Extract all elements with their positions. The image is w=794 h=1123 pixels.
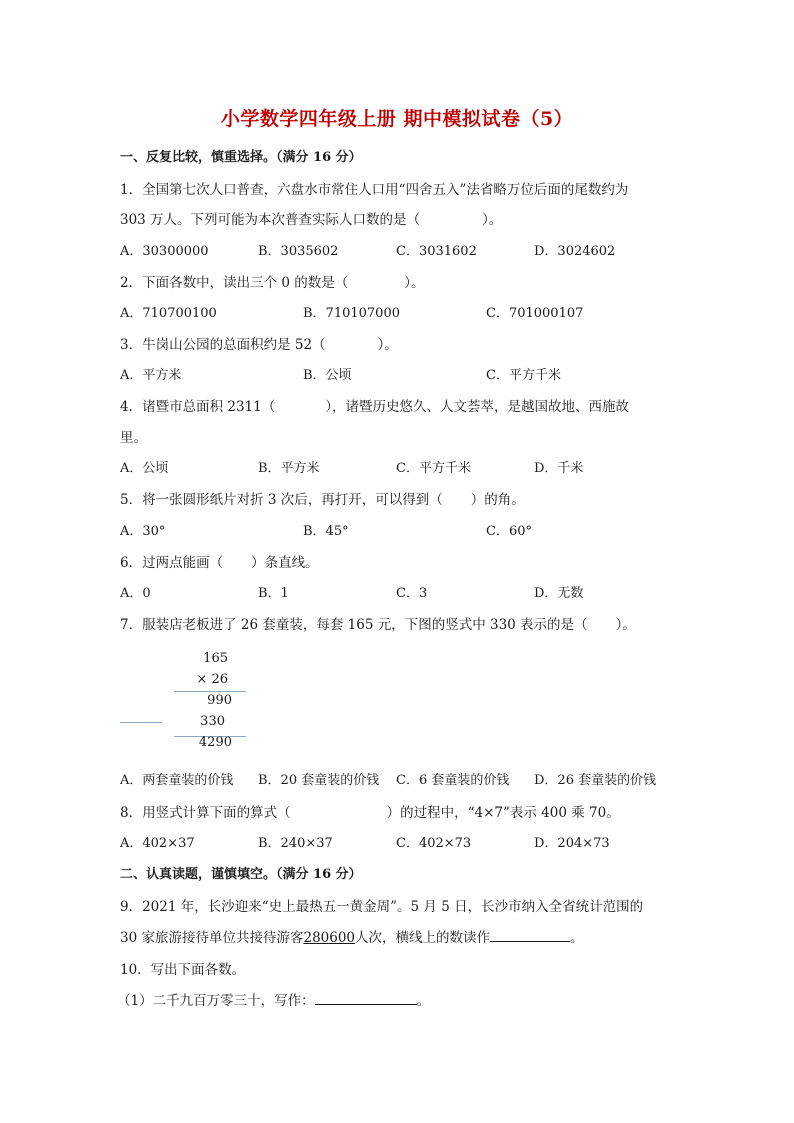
q3-option-c[interactable]: C．平方千米 (486, 368, 561, 383)
q4-option-a[interactable]: A．公顷 (120, 461, 169, 476)
q7-option-d[interactable]: D．26 套童装的价钱 (534, 773, 657, 788)
q4-option-c[interactable]: C．平方千米 (396, 461, 471, 476)
q1-option-c[interactable]: C．3031602 (396, 244, 477, 259)
calc-partial-2: 330 (200, 714, 225, 729)
q9-text-line2: 30 家旅游接待单位共接待游客280600人次，横线上的数读作 。 (120, 926, 584, 946)
q8-option-d[interactable]: D．204×73 (534, 836, 610, 851)
q5-option-b[interactable]: B．45° (303, 524, 349, 539)
q5-option-a[interactable]: A．30° (120, 524, 166, 539)
q7-option-c[interactable]: C．6 套童装的价钱 (396, 773, 510, 788)
q2-option-c[interactable]: C．701000107 (486, 306, 584, 321)
q6-option-d[interactable]: D．无数 (534, 586, 584, 601)
q6-option-b[interactable]: B．1 (258, 586, 289, 601)
q5-text: 5．将一张圆形纸片对折 3 次后，再打开，可以得到（ ）的角。 (120, 492, 525, 508)
q8-text: 8．用竖式计算下面的算式（ ）的过程中，“4×7”表示 400 乘 70。 (120, 805, 620, 821)
q1-text-line1: 1．全国第七次人口普查，六盘水市常住人口用“四舍五入”法省略万位后面的尾数约为 (120, 182, 629, 198)
arrow-line (120, 722, 162, 723)
q8-option-a[interactable]: A．402×37 (120, 836, 195, 851)
q3-text: 3．牛岗山公园的总面积约是 52（ ）。 (120, 337, 398, 353)
q7-option-b[interactable]: B．20 套童装的价钱 (258, 773, 380, 788)
q2-option-a[interactable]: A．710700100 (120, 306, 217, 321)
calc-result: 4290 (198, 735, 232, 750)
q6-option-a[interactable]: A．0 (120, 586, 151, 601)
q6-text: 6．过两点能画（ ）条直线。 (120, 555, 319, 571)
q4-text-line2: 里。 (120, 430, 147, 446)
calc-multiplicand: 165 (203, 651, 228, 666)
section-2-heading: 二、认真读题，谨慎填空。（满分 16 分） (120, 867, 362, 882)
q10-sub1: （1）二千九百万零三十，写作： 。 (117, 989, 430, 1009)
exam-title: 小学数学四年级上册 期中模拟试卷（5） (220, 108, 574, 130)
q8-option-c[interactable]: C．402×73 (396, 836, 472, 851)
q7-text: 7．服装店老板进了 26 套童装，每套 165 元，下图的竖式中 330 表示的是（ ）。 (120, 617, 636, 633)
q6-option-c[interactable]: C．3 (396, 586, 428, 601)
calc-multiplier: × 26 (196, 672, 228, 687)
q8-option-b[interactable]: B．240×37 (258, 836, 333, 851)
q1-text-line2: 303 万人。下列可能为本次普查实际人口数的是（ ）。 (120, 212, 503, 228)
vertical-multiplication (120, 650, 320, 750)
q10-sub1-answer-blank[interactable] (315, 990, 417, 1005)
q3-option-b[interactable]: B．公顷 (303, 368, 352, 383)
section-1-heading: 一、反复比较，慎重选择。（满分 16 分） (120, 150, 362, 165)
q1-option-b[interactable]: B．3035602 (258, 244, 339, 259)
q4-option-d[interactable]: D．千米 (534, 461, 584, 476)
q5-option-c[interactable]: C．60° (486, 524, 532, 539)
q4-text-line1: 4．诸暨市总面积 2311（ ），诸暨历史悠久、人文荟萃，是越国故地、西施故 (120, 399, 629, 415)
q2-option-b[interactable]: B．710107000 (303, 306, 400, 321)
q9-underlined-number: 280600 (303, 930, 356, 946)
q2-text: 2．下面各数中，读出三个 0 的数是（ ）。 (120, 275, 425, 291)
q10-heading: 10．写出下面各数。 (120, 962, 246, 978)
calc-partial-1: 990 (207, 693, 232, 708)
q1-option-a[interactable]: A．30300000 (120, 244, 209, 259)
q4-option-b[interactable]: B．平方米 (258, 461, 320, 476)
q7-option-a[interactable]: A．两套童装的价钱 (120, 773, 234, 788)
q1-option-d[interactable]: D．3024602 (534, 244, 616, 259)
q3-option-a[interactable]: A．平方米 (120, 368, 182, 383)
q9-answer-blank[interactable] (490, 927, 570, 942)
calc-divider-1 (174, 691, 246, 692)
q9-text-line1: 9．2021 年，长沙迎来“史上最热五一黄金周”。5 月 5 日，长沙市纳入全省统计范围的 (120, 899, 644, 915)
